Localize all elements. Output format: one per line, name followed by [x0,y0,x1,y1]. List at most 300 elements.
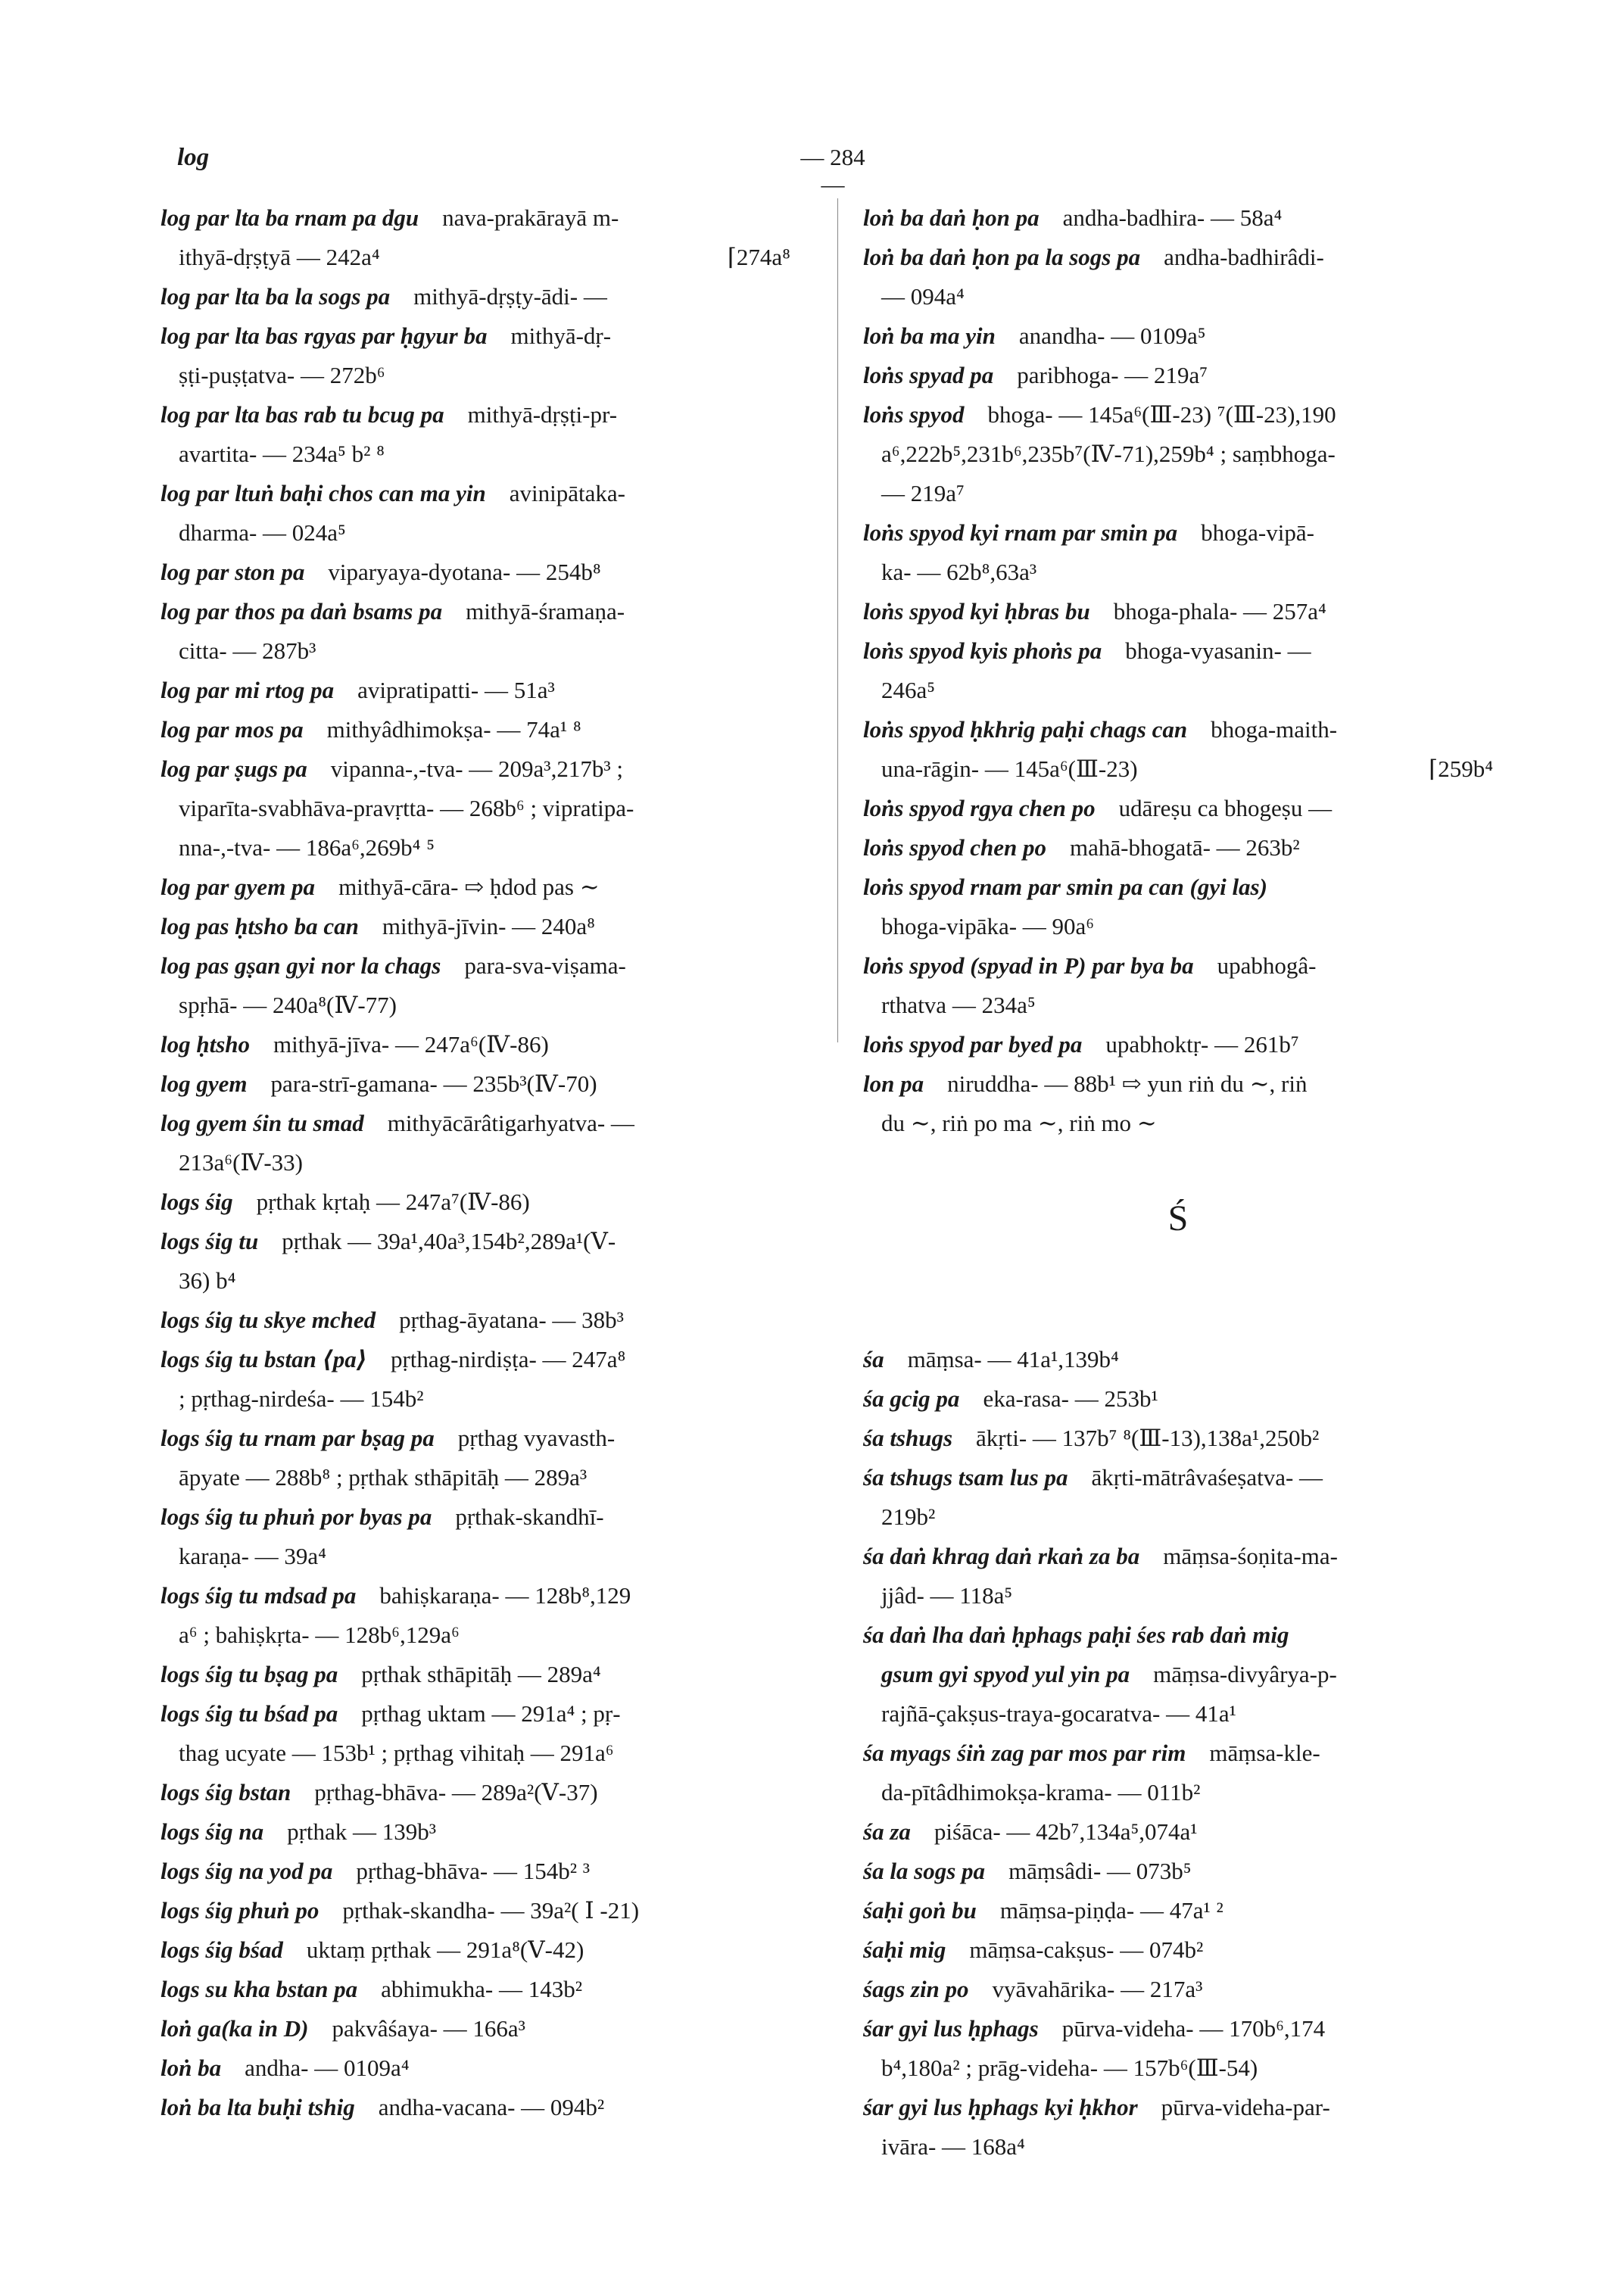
entry-line [161,986,790,1025]
definition: māṃsa-divyârya-p- [1153,1661,1337,1687]
definition: bhoga- — 145a⁶(Ⅲ-23) ⁷(Ⅲ-23),190 [987,401,1336,428]
headword: śags zin po [863,1976,969,2002]
definition: thag ucyate — 153b¹ ; pṛthag vihitaḥ — 291a⁶ [179,1740,614,1766]
dictionary-entry [863,1734,1493,1812]
definition: pṛthak — 139b³ [287,1818,437,1845]
headword: log par lta bas rgyas par ḥgyur ba [161,322,488,349]
headword: log pas ḥtsho ba can [161,913,359,939]
dictionary-entry [161,1576,790,1655]
definition: pṛthak-skandhī- [455,1503,604,1530]
entry-line [161,671,790,710]
dictionary-entry [161,1930,790,1970]
entry-line [161,1104,790,1143]
definition: māṃsa-piṇḍa- — 47a¹ ² [999,1897,1223,1924]
entry-line [161,1143,790,1182]
definition: pṛthak-skandha- — 39a²( Ⅰ -21) [342,1897,640,1924]
entry-line [161,1064,790,1104]
dictionary-entry [161,277,790,316]
definition: upabhogâ- [1217,952,1317,979]
definition: — 219a⁷ [881,480,965,506]
entry-line [863,789,1493,828]
entry-line [161,1419,790,1458]
entry-line [863,1537,1493,1576]
headword: śa daṅ lha daṅ ḥphags paḥi śes rab daṅ mig [863,1622,1289,1648]
entry-line [863,868,1493,907]
entry-line [161,1458,790,1497]
entry-line [161,198,790,238]
dictionary-entry [161,1025,790,1064]
entry-line [161,1615,790,1655]
entry-line [863,553,1493,592]
definition: andha- — 0109a⁴ [245,2055,410,2081]
definition: bhoga-vipāka- — 90a⁶ [881,913,1095,939]
dictionary-entry [863,1812,1493,1852]
headword: loṅs spyod [863,401,965,428]
entry-line [863,513,1493,553]
definition: piśāca- — 42b⁷,134a⁵,074a¹ [934,1818,1198,1845]
definition: ; pṛthag-nirdeśa- — 154b² [179,1385,424,1412]
entry-line [161,749,790,789]
right-column-top [863,198,1493,1143]
definition: ivāra- — 168a⁴ [881,2133,1025,2160]
entry-line [161,1891,790,1930]
definition: abhimukha- — 143b² [381,1976,583,2002]
definition: ṣṭi-puṣṭatva- — 272b⁶ [179,362,385,388]
definition: karaṇa- — 39a⁴ [179,1543,326,1569]
dictionary-entry [161,2009,790,2048]
entry-line [161,238,790,277]
headword: loṅs spyod kyis phoṅs pa [863,637,1102,664]
dictionary-entry [161,671,790,710]
headword: śa la sogs pa [863,1858,986,1884]
dictionary-entry [863,1970,1493,2009]
entry-line [161,946,790,986]
headword: log par lta ba rnam pa dgu [161,204,419,231]
definition: mahā-bhogatā- — 263b² [1070,834,1300,861]
entry-line [863,2048,1493,2088]
entry-line [161,1340,790,1379]
definition: viparīta-svabhāva-pravṛtta- — 268b⁶ ; vipratipa- [179,795,634,821]
dictionary-entry [161,1182,790,1222]
definition: mithyā-dṛṣṭi-pr- [467,401,618,428]
definition: uktaṃ pṛthak — 291a⁸(Ⅴ-42) [306,1936,584,1963]
page-reference: ⌈274a⁸ [727,244,790,270]
headword: logs śig tu bṣag pa [161,1661,338,1687]
definition: rajñā-çakṣus-traya-gocaratva- — 41a¹ [881,1700,1236,1727]
entry-line [161,1970,790,2009]
entry-line [863,1970,1493,2009]
definition: una-rāgin- — 145a⁶(Ⅲ-23) [881,756,1138,782]
dictionary-entry [863,1340,1493,1379]
dictionary-entry [863,710,1493,789]
definition: rthatva — 234a⁵ [881,992,1036,1018]
entry-line [161,435,790,474]
dictionary-entry [161,868,790,907]
definition: pūrva-videha- — 170b⁶,174 [1061,2015,1326,2042]
headword: loṅ ba daṅ ḥon pa la sogs pa [863,244,1141,270]
entry-line [161,1222,790,1261]
dictionary-entry [863,1419,1493,1458]
entry-line [161,1734,790,1773]
headword: logs śig tu bśad pa [161,1700,338,1727]
entry-line [161,631,790,671]
headword: loṅ ba ma yin [863,322,996,349]
definition: upabhoktṛ- — 261b⁷ [1105,1031,1299,1058]
dictionary-entry [161,198,790,277]
entry-line [161,1930,790,1970]
headword: loṅs spyod (spyad in P) par bya ba [863,952,1194,979]
dictionary-entry [863,1458,1493,1537]
headword: gsum gyi spyod yul yin pa [881,1661,1130,1687]
definition: ākṛti-mātrâvaśeṣatva- — [1091,1464,1323,1491]
right-column-bottom [863,1340,1493,2167]
entry-line [161,2009,790,2048]
definition: mithyā-dṛ- [510,322,612,349]
definition: 36) b⁴ [179,1267,236,1294]
entry-line [161,2088,790,2127]
headword: śa gcig pa [863,1385,960,1412]
headword: śar gyi lus ḥphags kyi ḥkhor [863,2094,1138,2120]
entry-line [863,1773,1493,1812]
dictionary-entry [863,1537,1493,1615]
definition: udāreṣu ca bhogeṣu — [1118,795,1333,821]
dictionary-entry [863,946,1493,1025]
headword: loṅ ga(ka in D) [161,2015,309,2042]
dictionary-entry [863,513,1493,592]
headword: log par mos pa [161,716,304,743]
entry-line [863,435,1493,474]
headword: logs śig na yod pa [161,1858,333,1884]
headword: log par ltuṅ baḥi chos can ma yin [161,480,486,506]
dictionary-entry [161,1497,790,1576]
dictionary-entry [161,907,790,946]
definition: māṃsa- — 41a¹,139b⁴ [907,1346,1119,1372]
section-letter: Ś [1167,1198,1189,1238]
dictionary-entry [863,238,1493,316]
definition: pṛthak sthāpitāḥ — 289a⁴ [361,1661,601,1687]
headword: log par ṣugs pa [161,756,307,782]
entry-line [161,1537,790,1576]
entry-line [863,1458,1493,1497]
dictionary-entry [161,1222,790,1301]
headword: log par thos pa daṅ bsams pa [161,598,443,625]
entry-line [863,1025,1493,1064]
dictionary-entry [161,1104,790,1182]
entry-line [161,2048,790,2088]
dictionary-entry [161,946,790,1025]
dictionary-entry [863,1615,1493,1734]
headword: logs śig na [161,1818,264,1845]
entry-line [161,710,790,749]
dictionary-entry [863,1064,1493,1143]
headword: loṅs spyod kyi ḥbras bu [863,598,1090,625]
headword: śar gyi lus ḥphags [863,2015,1039,2042]
headword: śa tshugs [863,1425,953,1451]
dictionary-entry [161,1891,790,1930]
definition: pṛthag-nirdiṣṭa- — 247a⁸ [390,1346,626,1372]
dictionary-entry [863,1379,1493,1419]
definition: pṛthag uktam — 291a⁴ ; pṛ- [361,1700,621,1727]
dictionary-entry [863,631,1493,710]
headword: logs śig [161,1189,233,1215]
entry-line [863,1419,1493,1458]
definition: viparyaya-dyotana- — 254b⁸ [328,559,601,585]
headword: loṅs spyad pa [863,362,994,388]
dictionary-entry [863,1930,1493,1970]
definition: a⁶ ; bahiṣkṛta- — 128b⁶,129a⁶ [179,1622,460,1648]
dictionary-entry [863,395,1493,513]
dictionary-entry [863,789,1493,828]
entry-line [863,356,1493,395]
headword: logs śig bstan [161,1779,291,1805]
dictionary-entry [161,592,790,671]
entry-line [161,868,790,907]
headword: śa tshugs tsam lus pa [863,1464,1068,1491]
definition: māṃsâdi- — 073b⁵ [1008,1858,1192,1884]
headword: loṅs spyod ḥkhrig paḥi chags can [863,716,1188,743]
entry-line [161,1261,790,1301]
entry-line [161,316,790,356]
definition: nava-prakārayā m- [442,204,619,231]
definition: para-sva-viṣama- [464,952,626,979]
definition: mithyâdhimokṣa- — 74a¹ ⁸ [326,716,581,743]
entry-line [863,277,1493,316]
definition: andha-badhira- — 58a⁴ [1062,204,1283,231]
headword: log pas gṣan gyi nor la chags [161,952,441,979]
definition: pṛthag vyavasth- [457,1425,616,1451]
dictionary-entry [161,1694,790,1773]
dictionary-entry [863,1891,1493,1930]
entry-line [863,671,1493,710]
definition: spṛhā- — 240a⁸(Ⅳ-77) [179,992,397,1018]
headword: loṅs spyod kyi rnam par smin pa [863,519,1178,546]
headword: logs śig tu [161,1228,259,1254]
definition: mithyā-jīvin- — 240a⁸ [382,913,595,939]
definition: bahiṣkaraṇa- — 128b⁸,129 [379,1582,631,1609]
definition: māṃsa-kle- [1209,1740,1320,1766]
definition: a⁶,222b⁵,231b⁶,235b⁷(Ⅳ-71),259b⁴ ; saṃbhoga- [881,441,1336,467]
entry-line [863,316,1493,356]
definition: āpyate — 288b⁸ ; pṛthak sthāpitāḥ — 289a³ [179,1464,588,1491]
dictionary-entry [161,1419,790,1497]
entry-line [161,513,790,553]
headword: logs śig tu bstan ⟨pa⟩ [161,1346,367,1372]
entry-line [161,553,790,592]
definition: pṛthak — 39a¹,40a³,154b²,289a¹(Ⅴ- [282,1228,616,1254]
entry-line [863,1852,1493,1891]
entry-line [863,1576,1493,1615]
headword: loṅ ba daṅ ḥon pa [863,204,1040,231]
dictionary-entry [161,1340,790,1419]
dictionary-entry [161,710,790,749]
definition: 213a⁶(Ⅳ-33) [179,1149,304,1176]
entry-line [161,592,790,631]
dictionary-entry [161,2048,790,2088]
definition: jjâd- — 118a⁵ [881,1582,1013,1609]
entry-line [161,1497,790,1537]
definition: vipanna-,-tva- — 209a³,217b³ ; [330,756,623,782]
definition: pṛthak kṛtaḥ — 247a⁷(Ⅳ-86) [256,1189,530,1215]
headword: logs su kha bstan pa [161,1976,358,2002]
entry-line [161,907,790,946]
headword: logs śig tu mdsad pa [161,1582,357,1609]
headword: log par mi rtog pa [161,677,335,703]
entry-line [161,395,790,435]
definition: anandha- — 0109a⁵ [1018,322,1206,349]
definition: andha-badhirâdi- [1164,244,1324,270]
definition: para-strī-gamana- — 235b³(Ⅳ-70) [270,1070,597,1097]
definition: da-pītâdhimokṣa-krama- — 011b² [881,1779,1201,1805]
entry-line [863,2088,1493,2127]
definition: mithyā-jīva- — 247a⁶(Ⅳ-86) [273,1031,549,1058]
entry-line [161,474,790,513]
entry-line [863,1734,1493,1773]
headword: log gyem [161,1070,248,1097]
entry-line [863,1064,1493,1104]
entry-line [863,2009,1493,2048]
definition: avartita- — 234a⁵ b² ⁸ [179,441,385,467]
dictionary-entry [161,1655,790,1694]
entry-line [863,395,1493,435]
headword: logs śig tu rnam par bṣag pa [161,1425,435,1451]
definition: ka- — 62b⁸,63a³ [881,559,1037,585]
definition: pṛthag-bhāva- — 289a²(Ⅴ-37) [314,1779,598,1805]
definition: citta- — 287b³ [179,637,316,664]
entry-line [863,198,1493,238]
entry-line [863,1891,1493,1930]
entry-line [161,277,790,316]
entry-line [161,1301,790,1340]
definition: pṛthag-āyatana- — 38b³ [399,1307,624,1333]
entry-line [863,238,1493,277]
entry-line [863,1104,1493,1143]
definition: bhoga-phala- — 257a⁴ [1113,598,1326,625]
definition: bhoga-maith- [1211,716,1338,743]
headword: log par ston pa [161,559,305,585]
definition: ithyā-dṛṣṭyā — 242a⁴ [179,244,380,270]
entry-line [863,1930,1493,1970]
definition: mithyā-cāra- ⇨ ḥdod pas ∼ [338,874,600,900]
headword: log par lta bas rab tu bcug pa [161,401,444,428]
definition: mithyā-dṛṣṭy-ādi- — [413,283,607,310]
entry-line [161,1025,790,1064]
dictionary-entry [863,356,1493,395]
entry-line [863,592,1493,631]
definition: paribhoga- — 219a⁷ [1017,362,1208,388]
headword: lon pa [863,1070,924,1097]
definition: niruddha- — 88b¹ ⇨ yun riṅ du ∼, riṅ [947,1070,1308,1097]
dictionary-entry [863,198,1493,238]
definition: avipratipatti- — 51a³ [357,677,555,703]
headword: loṅ ba [161,2055,222,2081]
entry-line [863,474,1493,513]
entry-line [863,1812,1493,1852]
dictionary-entry [161,316,790,395]
headword: loṅs spyod chen po [863,834,1046,861]
definition: eka-rasa- — 253b¹ [983,1385,1158,1412]
definition: nna-,-tva- — 186a⁶,269b⁴ ⁵ [179,834,435,861]
dictionary-entry [863,2009,1493,2088]
entry-line [863,986,1493,1025]
dictionary-entry [161,1970,790,2009]
dictionary-entry [863,1852,1493,1891]
entry-line [161,1182,790,1222]
entry-line [863,631,1493,671]
entry-line [161,789,790,828]
left-column [161,198,790,2127]
dictionary-entry [161,1812,790,1852]
definition: dharma- — 024a⁵ [179,519,346,546]
headword: log par lta ba la sogs pa [161,283,391,310]
entry-line [863,1655,1493,1694]
entry-line [863,1497,1493,1537]
definition: māṃsa-cakṣus- — 074b² [969,1936,1204,1963]
dictionary-entry [161,474,790,553]
definition: andha-vacana- — 094b² [378,2094,605,2120]
definition: bhoga-vipā- [1201,519,1314,546]
dictionary-entry [161,1852,790,1891]
entry-line [863,2127,1493,2167]
dictionary-entry [161,395,790,474]
entry-line [863,828,1493,868]
headword: śa [863,1346,884,1372]
entry-line [161,1655,790,1694]
headword: log gyem śin tu smad [161,1110,364,1136]
headword: logs śig tu phuṅ por byas pa [161,1503,432,1530]
headword: loṅs spyod rgya chen po [863,795,1096,821]
entry-line [161,1694,790,1734]
dictionary-entry [161,553,790,592]
definition: ākṛti- — 137b⁷ ⁸(Ⅲ-13),138a¹,250b² [976,1425,1320,1451]
definition: avinipātaka- [509,480,625,506]
entry-line [863,1340,1493,1379]
dictionary-entry [863,2088,1493,2167]
headword: śaḥi mig [863,1936,946,1963]
headword: log par gyem pa [161,874,316,900]
running-head-word: log [177,144,210,171]
entry-line [161,1812,790,1852]
dictionary-entry [161,2088,790,2127]
headword: śa myags śiṅ zag par mos par rim [863,1740,1186,1766]
entry-line [863,946,1493,986]
page-number: — 284 — [800,144,865,198]
headword: śa za [863,1818,911,1845]
entry-line [863,907,1493,946]
definition: pṛthag-bhāva- — 154b² ³ [356,1858,591,1884]
headword: logs śig phuṅ po [161,1897,320,1924]
right-column [863,198,1493,2167]
dictionary-entry [161,749,790,868]
headword: śa daṅ khrag daṅ rkaṅ za ba [863,1543,1140,1569]
definition: b⁴,180a² ; prāg-videha- — 157b⁶(Ⅲ-54) [881,2055,1258,2081]
entry-line [863,1379,1493,1419]
definition: māṃsa-śoṇita-ma- [1163,1543,1338,1569]
entry-line [863,1615,1493,1655]
headword: logs śig tu skye mched [161,1307,376,1333]
column-divider [837,198,838,1042]
entry-line [161,1379,790,1419]
definition: mithyācārâtigarhyatva- — [387,1110,634,1136]
headword: logs śig bśad [161,1936,283,1963]
headword: śaḥi goṅ bu [863,1897,977,1924]
entry-line [161,828,790,868]
entry-line [161,356,790,395]
entry-line [161,1576,790,1615]
dictionary-entry [161,1773,790,1812]
dictionary-entry [863,592,1493,631]
definition: — 094a⁴ [881,283,965,310]
headword: loṅ ba lta buḥi tshig [161,2094,355,2120]
